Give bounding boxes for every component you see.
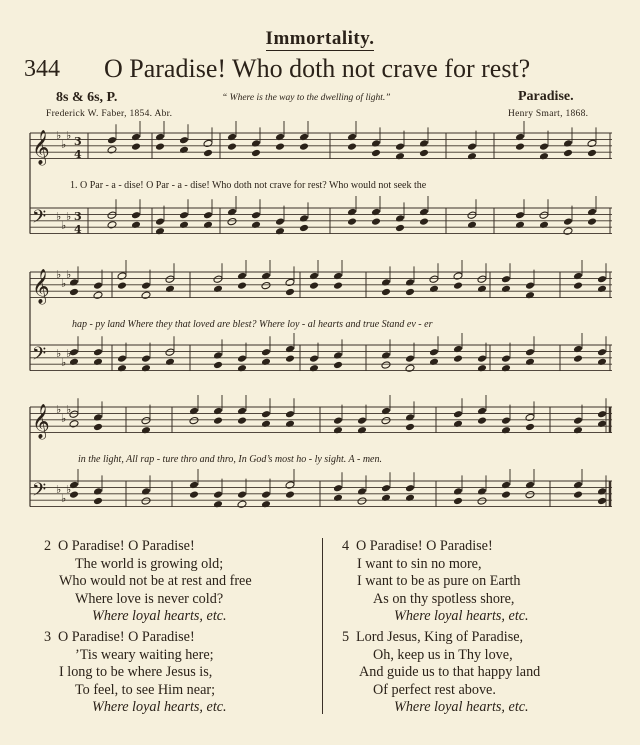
note-head [213, 500, 223, 508]
note-head [117, 281, 127, 289]
note-head [333, 494, 343, 502]
note-head [261, 281, 271, 289]
note-head [573, 272, 583, 280]
treble-clef-icon: 𝄞 [32, 404, 50, 439]
note-head [573, 345, 583, 353]
note-head [107, 136, 117, 144]
hymn-title: O Paradise! Who doth not crave for rest? [104, 54, 531, 83]
note-head [285, 354, 295, 362]
note-head [179, 136, 189, 144]
note-head [539, 152, 549, 160]
note-head [429, 275, 439, 283]
flat-icon: ♭ [66, 347, 72, 360]
verse-5 [342, 629, 540, 717]
note-head [189, 481, 199, 489]
hymn-number: 344 [24, 56, 60, 82]
note-head [395, 224, 405, 232]
note-head [381, 288, 391, 296]
note-head [155, 217, 165, 225]
note-head [515, 211, 525, 219]
treble-clef-icon: 𝄞 [32, 130, 50, 165]
note-head [141, 487, 151, 495]
note-head [573, 354, 583, 362]
note-head [381, 494, 391, 502]
note-head [261, 348, 271, 356]
flat-icon: ♭ [61, 277, 67, 290]
note-head [477, 275, 487, 283]
note-head [309, 354, 319, 362]
note-head [405, 354, 415, 362]
note-head [347, 133, 357, 141]
note-head [371, 217, 381, 225]
time-signature: 3 [74, 135, 82, 148]
note-head [405, 278, 415, 286]
note-head [525, 358, 535, 366]
note-head [515, 133, 525, 141]
note-head [189, 490, 199, 498]
time-signature: 4 [74, 148, 82, 161]
tune-name: Paradise. [518, 89, 574, 104]
note-head [333, 361, 343, 369]
note-head [347, 208, 357, 216]
note-head [141, 497, 151, 505]
note-head [573, 426, 583, 434]
note-head [213, 275, 223, 283]
verse-line: To feel, to see Him near; [75, 681, 216, 698]
note-head [237, 281, 247, 289]
verse-line: O Paradise! O Paradise! [58, 629, 195, 645]
note-head [405, 413, 415, 421]
flat-icon: ♭ [56, 268, 62, 281]
note-head [395, 142, 405, 150]
note-head [227, 142, 237, 150]
note-head [357, 416, 367, 424]
bass-clef-icon: 𝄢 [32, 344, 47, 369]
note-head [189, 407, 199, 415]
note-head [261, 272, 271, 280]
note-head [107, 146, 117, 154]
verse-refrain: Where loyal hearts, etc. [394, 608, 529, 625]
note-head [117, 354, 127, 362]
note-head [237, 272, 247, 280]
verse-line: As on thy spotless shore, [373, 590, 515, 607]
note-head [587, 208, 597, 216]
note-head [467, 142, 477, 150]
note-head [381, 351, 391, 359]
flat-icon: ♭ [61, 219, 67, 232]
note-head [203, 221, 213, 229]
note-head [299, 133, 309, 141]
note-head [251, 221, 261, 229]
note-head [597, 410, 607, 418]
lyric-line-2: hap - py land Where they that loved are blest? Where loy - al hearts and true Stand ev - er [72, 319, 433, 330]
flat-icon: ♭ [66, 483, 72, 496]
note-head [539, 221, 549, 229]
note-head [515, 142, 525, 150]
note-head [179, 146, 189, 154]
flat-icon: ♭ [56, 210, 62, 223]
lyric-line-1: 1. O Par - a - dise! O Par - a - dise! Who doth not crave for rest? Who would not seek the [70, 180, 427, 191]
note-head [333, 416, 343, 424]
note-head [573, 481, 583, 489]
note-head [539, 142, 549, 150]
note-head [467, 211, 477, 219]
note-head [371, 139, 381, 147]
note-head [299, 214, 309, 222]
verse-3 [44, 629, 227, 717]
note-head [93, 497, 103, 505]
note-head [309, 272, 319, 280]
note-head [429, 285, 439, 293]
note-head [539, 211, 549, 219]
note-head [597, 285, 607, 293]
verse-2 [44, 538, 252, 626]
note-head [453, 410, 463, 418]
note-head [251, 211, 261, 219]
note-head [141, 416, 151, 424]
flat-icon: ♭ [66, 129, 72, 142]
note-head [371, 208, 381, 216]
note-head [525, 490, 535, 498]
note-head [429, 358, 439, 366]
note-head [155, 227, 165, 235]
note-head [501, 354, 511, 362]
note-head [357, 497, 367, 505]
note-head [261, 420, 271, 428]
note-head [381, 484, 391, 492]
note-head [405, 288, 415, 296]
note-head [587, 139, 597, 147]
verse-line: O Paradise! O Paradise! [356, 538, 493, 554]
note-head [203, 211, 213, 219]
note-head [333, 272, 343, 280]
note-head [333, 281, 343, 289]
note-head [275, 133, 285, 141]
note-head [275, 142, 285, 150]
treble-clef-icon: 𝄞 [32, 269, 50, 304]
note-head [381, 361, 391, 369]
note-head [131, 133, 141, 141]
note-head [141, 281, 151, 289]
note-head [165, 348, 175, 356]
verse-line: Oh, keep us in Thy love, [373, 646, 513, 663]
note-head [165, 275, 175, 283]
note-head [597, 348, 607, 356]
note-head [453, 281, 463, 289]
note-head [525, 423, 535, 431]
note-head [117, 364, 127, 372]
note-head [179, 211, 189, 219]
note-head [501, 416, 511, 424]
note-head [405, 423, 415, 431]
note-head [227, 133, 237, 141]
note-head [141, 291, 151, 299]
note-head [597, 497, 607, 505]
note-head [285, 420, 295, 428]
note-head [477, 285, 487, 293]
flat-icon: ♭ [66, 268, 72, 281]
note-head [405, 484, 415, 492]
note-head [563, 217, 573, 225]
note-head [261, 500, 271, 508]
note-head [179, 221, 189, 229]
note-head [333, 351, 343, 359]
note-head [237, 364, 247, 372]
note-head [213, 490, 223, 498]
time-signature: 4 [74, 223, 82, 236]
verse-number: 2 [44, 538, 52, 554]
note-head [69, 288, 79, 296]
note-head [525, 291, 535, 299]
note-head [347, 217, 357, 225]
note-head [525, 348, 535, 356]
note-head [381, 407, 391, 415]
verse-number: 4 [342, 538, 350, 554]
note-head [117, 272, 127, 280]
note-head [203, 149, 213, 157]
verse-line: Where love is never cold? [75, 590, 224, 607]
note-head [419, 217, 429, 225]
flat-icon: ♭ [56, 129, 62, 142]
note-head [275, 227, 285, 235]
meter: 8s & 6s, P. [56, 90, 118, 105]
note-head [285, 345, 295, 353]
note-head [597, 358, 607, 366]
note-head [93, 348, 103, 356]
note-head [237, 490, 247, 498]
note-head [213, 351, 223, 359]
note-head [477, 364, 487, 372]
note-head [477, 497, 487, 505]
note-head [203, 139, 213, 147]
note-head [285, 410, 295, 418]
note-head [573, 416, 583, 424]
note-head [573, 490, 583, 498]
note-head [467, 221, 477, 229]
flat-icon: ♭ [56, 483, 62, 496]
verse-line: Of perfect rest above. [373, 681, 496, 698]
note-head [405, 494, 415, 502]
note-head [333, 484, 343, 492]
note-head [93, 281, 103, 289]
note-head [419, 149, 429, 157]
note-head [261, 410, 271, 418]
verse-line: I want to be as pure on Earth [357, 573, 521, 590]
note-head [563, 227, 573, 235]
note-head [573, 281, 583, 289]
note-head [309, 364, 319, 372]
note-head [501, 364, 511, 372]
note-head [107, 221, 117, 229]
epigraph: “ Where is the way to the dwelling of light.” [222, 93, 391, 103]
flat-icon: ♭ [56, 403, 62, 416]
note-head [395, 214, 405, 222]
note-head [501, 285, 511, 293]
note-head [251, 149, 261, 157]
verse-refrain: Where loyal hearts, etc. [92, 699, 227, 716]
note-head [93, 358, 103, 366]
note-head [477, 416, 487, 424]
note-head [501, 490, 511, 498]
note-head [213, 285, 223, 293]
verse-line: Lord Jesus, King of Paradise, [356, 629, 524, 645]
note-head [165, 285, 175, 293]
verse-line: ’Tis weary waiting here; [75, 646, 214, 663]
bass-clef-icon: 𝄢 [32, 480, 47, 505]
note-head [525, 481, 535, 489]
note-head [141, 426, 151, 434]
note-head [107, 211, 117, 219]
note-head [371, 149, 381, 157]
note-head [141, 364, 151, 372]
flat-icon: ♭ [61, 356, 67, 369]
verse-line: I want to sin no more, [357, 555, 482, 572]
time-signature: 3 [74, 210, 82, 223]
note-head [93, 291, 103, 299]
note-head [227, 217, 237, 225]
note-head [477, 407, 487, 415]
note-head [429, 348, 439, 356]
note-head [155, 133, 165, 141]
note-head [309, 281, 319, 289]
note-head [525, 413, 535, 421]
note-head [299, 142, 309, 150]
note-head [213, 416, 223, 424]
note-head [131, 142, 141, 150]
note-head [251, 139, 261, 147]
note-head [419, 208, 429, 216]
note-head [395, 152, 405, 160]
note-head [453, 497, 463, 505]
note-head [477, 354, 487, 362]
note-head [93, 413, 103, 421]
note-head [299, 224, 309, 232]
note-head [453, 345, 463, 353]
verse-line: O Paradise! O Paradise! [58, 538, 195, 554]
verse-line: The world is growing old; [75, 555, 224, 572]
note-head [381, 416, 391, 424]
note-head [515, 221, 525, 229]
note-head [285, 490, 295, 498]
note-head [227, 208, 237, 216]
column-divider [322, 538, 323, 714]
note-head [453, 272, 463, 280]
note-head [477, 487, 487, 495]
lyric-line-3: in the light, All rap - ture thro and thro, In God’s most ho - ly sight. A - men. [78, 454, 382, 465]
note-head [237, 500, 247, 508]
note-head [357, 426, 367, 434]
note-head [597, 275, 607, 283]
note-head [525, 281, 535, 289]
verse-4 [342, 538, 529, 626]
note-head [563, 149, 573, 157]
flat-icon: ♭ [56, 347, 62, 360]
verse-refrain: Where loyal hearts, etc. [394, 699, 529, 716]
verse-refrain: Where loyal hearts, etc. [92, 608, 227, 625]
note-head [261, 358, 271, 366]
note-head [381, 278, 391, 286]
note-head [405, 364, 415, 372]
note-head [347, 142, 357, 150]
section-title: Immortality. [265, 28, 375, 49]
note-head [275, 217, 285, 225]
verse-number: 3 [44, 629, 52, 645]
bass-clef-icon: 𝄢 [32, 207, 47, 232]
note-head [285, 278, 295, 286]
note-head [333, 426, 343, 434]
note-head [285, 481, 295, 489]
author-credit: Frederick W. Faber, 1854. Abr. [46, 109, 173, 119]
note-head [453, 354, 463, 362]
verse-line: I long to be where Jesus is, [59, 664, 213, 681]
note-head [155, 142, 165, 150]
note-head [141, 354, 151, 362]
verse-line: Who would not be at rest and free [59, 573, 252, 590]
note-head [213, 407, 223, 415]
note-head [69, 420, 79, 428]
note-head [131, 221, 141, 229]
note-head [93, 487, 103, 495]
flat-icon: ♭ [66, 403, 72, 416]
note-head [597, 487, 607, 495]
flat-icon: ♭ [66, 210, 72, 223]
note-head [213, 361, 223, 369]
note-head [501, 481, 511, 489]
note-head [131, 211, 141, 219]
note-head [165, 358, 175, 366]
verse-number: 5 [342, 629, 350, 645]
verse-line: And guide us to that happy land [359, 664, 541, 681]
note-head [501, 426, 511, 434]
note-head [189, 416, 199, 424]
note-head [285, 288, 295, 296]
flat-icon: ♭ [61, 412, 67, 425]
note-head [587, 149, 597, 157]
flat-icon: ♭ [61, 492, 67, 505]
note-head [467, 152, 477, 160]
note-head [357, 487, 367, 495]
note-head [597, 420, 607, 428]
note-head [453, 487, 463, 495]
note-head [563, 139, 573, 147]
note-head [237, 416, 247, 424]
flat-icon: ♭ [61, 138, 67, 151]
note-head [261, 490, 271, 498]
composer-credit: Henry Smart, 1868. [508, 109, 589, 119]
note-head [237, 407, 247, 415]
note-head [587, 217, 597, 225]
note-head [237, 354, 247, 362]
note-head [93, 423, 103, 431]
note-head [453, 420, 463, 428]
note-head [501, 275, 511, 283]
note-head [419, 139, 429, 147]
